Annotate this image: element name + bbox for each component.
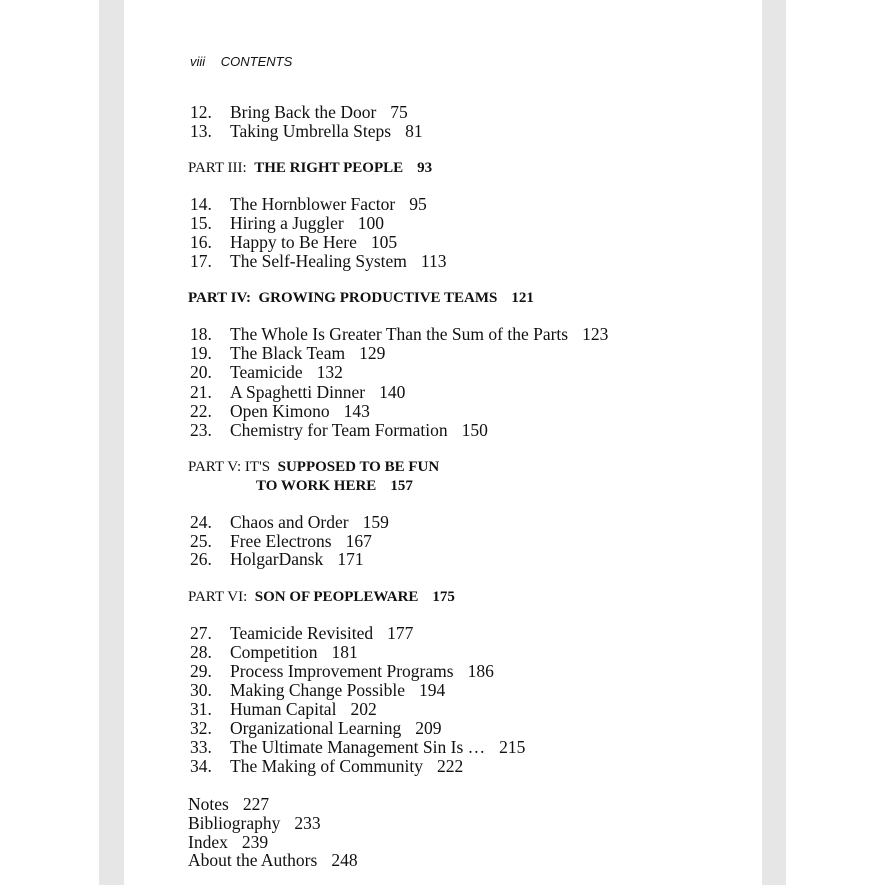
chapter-title: Free Electrons bbox=[230, 531, 332, 551]
back-matter-entry bbox=[188, 832, 268, 852]
chapter-page: 75 bbox=[390, 102, 408, 122]
chapter-title: Chaos and Order bbox=[230, 512, 349, 532]
chapter-page: 113 bbox=[420, 251, 447, 271]
back-matter-entry bbox=[188, 813, 321, 833]
chapter-number: 23. bbox=[190, 420, 212, 440]
chapter-number: 24. bbox=[190, 512, 212, 532]
back-matter-title: Index bbox=[188, 832, 228, 852]
toc-entry bbox=[190, 623, 413, 643]
part-heading-continued bbox=[256, 476, 413, 496]
chapter-page: 167 bbox=[345, 531, 372, 551]
toc-entry bbox=[190, 324, 608, 344]
part-title: SUPPOSED TO BE FUN bbox=[277, 459, 440, 475]
chapter-page: 186 bbox=[467, 661, 494, 681]
toc-entry bbox=[190, 213, 384, 233]
toc-entry bbox=[190, 194, 427, 214]
chapter-title: Process Improvement Programs bbox=[230, 661, 454, 681]
back-matter-page: 248 bbox=[331, 850, 358, 870]
toc-entry bbox=[190, 251, 447, 271]
back-matter-title: About the Authors bbox=[188, 850, 318, 870]
part-heading bbox=[188, 288, 534, 308]
chapter-page: 105 bbox=[370, 232, 398, 252]
chapter-page: 143 bbox=[343, 401, 370, 421]
toc-entry bbox=[190, 232, 397, 252]
chapter-title: Open Kimono bbox=[230, 401, 330, 421]
toc-entry bbox=[190, 531, 372, 551]
chapter-page: 177 bbox=[387, 623, 414, 643]
part-page: 157 bbox=[390, 478, 413, 494]
chapter-title: Taking Umbrella Steps bbox=[230, 121, 392, 141]
part-heading bbox=[188, 457, 439, 477]
chapter-page: 181 bbox=[331, 642, 358, 662]
toc-entry bbox=[190, 756, 463, 776]
toc-entry bbox=[190, 512, 389, 532]
chapter-title: The Ultimate Management Sin Is … bbox=[230, 737, 486, 757]
chapter-number: 20. bbox=[190, 362, 212, 382]
chapter-number: 18. bbox=[190, 324, 212, 344]
running-header bbox=[190, 54, 304, 69]
part-title: THE RIGHT PEOPLE bbox=[254, 160, 404, 176]
part-heading bbox=[188, 158, 432, 178]
chapter-page: 140 bbox=[379, 382, 406, 402]
chapter-number: 12. bbox=[190, 102, 212, 122]
chapter-page: 171 bbox=[337, 549, 364, 569]
chapter-title: Making Change Possible bbox=[230, 680, 405, 700]
chapter-number: 15. bbox=[190, 213, 212, 233]
back-matter-page: 239 bbox=[241, 832, 269, 852]
chapter-title: Chemistry for Team Formation bbox=[230, 420, 448, 440]
chapter-title: Hiring a Juggler bbox=[230, 213, 344, 233]
chapter-page: 129 bbox=[359, 343, 386, 363]
chapter-number: 19. bbox=[190, 343, 212, 363]
chapter-number: 32. bbox=[190, 718, 212, 738]
chapter-number: 14. bbox=[190, 194, 212, 214]
chapter-title: Happy to Be Here bbox=[230, 232, 357, 252]
chapter-title: Competition bbox=[230, 642, 318, 662]
chapter-page: 81 bbox=[405, 121, 423, 141]
toc-entry bbox=[190, 718, 441, 738]
chapter-page: 209 bbox=[415, 718, 442, 738]
chapter-page: 132 bbox=[316, 362, 343, 382]
part-title-line2: TO WORK HERE bbox=[256, 478, 377, 494]
header-title: CONTENTS bbox=[220, 54, 293, 69]
chapter-title: The Self-Healing System bbox=[230, 251, 407, 271]
chapter-number: 27. bbox=[190, 623, 212, 643]
chapter-title: The Black Team bbox=[230, 343, 346, 363]
chapter-page: 202 bbox=[350, 699, 377, 719]
back-matter-page: 227 bbox=[242, 794, 270, 814]
page-margin-right bbox=[762, 0, 786, 885]
toc-entry bbox=[190, 737, 525, 757]
chapter-number: 33. bbox=[190, 737, 212, 757]
chapter-page: 215 bbox=[499, 737, 526, 757]
chapter-page: 95 bbox=[409, 194, 427, 214]
chapter-number: 30. bbox=[190, 680, 212, 700]
toc-entry bbox=[190, 680, 445, 700]
chapter-page: 150 bbox=[461, 420, 488, 440]
chapter-number: 31. bbox=[190, 699, 212, 719]
chapter-number: 17. bbox=[190, 251, 212, 271]
part-label: PART V: IT'S bbox=[188, 459, 271, 475]
chapter-number: 29. bbox=[190, 661, 212, 681]
back-matter-entry bbox=[188, 794, 269, 814]
chapter-number: 13. bbox=[190, 121, 212, 141]
toc-entry bbox=[190, 642, 358, 662]
toc-entry bbox=[190, 549, 364, 569]
chapter-number: 21. bbox=[190, 382, 212, 402]
chapter-title: Organizational Learning bbox=[230, 718, 402, 738]
chapter-title: The Whole Is Greater Than the Sum of the Parts bbox=[230, 324, 569, 344]
chapter-number: 26. bbox=[190, 549, 212, 569]
toc-entry bbox=[190, 343, 385, 363]
chapter-page: 222 bbox=[436, 756, 464, 776]
toc-entry bbox=[190, 362, 343, 382]
chapter-page: 159 bbox=[362, 512, 389, 532]
chapter-number: 25. bbox=[190, 531, 212, 551]
part-label: PART VI: bbox=[188, 589, 248, 605]
toc-entry bbox=[190, 699, 377, 719]
chapter-page: 194 bbox=[419, 680, 446, 700]
chapter-number: 34. bbox=[190, 756, 212, 776]
back-matter-page: 233 bbox=[294, 813, 321, 833]
toc-entry bbox=[190, 401, 370, 421]
chapter-number: 16. bbox=[190, 232, 212, 252]
chapter-number: 28. bbox=[190, 642, 212, 662]
chapter-title: A Spaghetti Dinner bbox=[230, 382, 366, 402]
chapter-title: Bring Back the Door bbox=[230, 102, 377, 122]
chapter-page: 100 bbox=[357, 213, 384, 233]
back-matter-title: Notes bbox=[188, 794, 229, 814]
part-page: 175 bbox=[432, 589, 455, 605]
chapter-title: Teamicide Revisited bbox=[230, 623, 374, 643]
toc-entry bbox=[190, 420, 488, 440]
toc-entry bbox=[190, 121, 423, 141]
chapter-title: Teamicide bbox=[230, 362, 303, 382]
part-title: GROWING PRODUCTIVE TEAMS bbox=[258, 290, 498, 306]
part-page: 93 bbox=[417, 160, 433, 176]
toc-entry bbox=[190, 382, 405, 402]
part-heading bbox=[188, 587, 455, 607]
part-label: PART III: bbox=[188, 160, 247, 176]
chapter-title: The Making of Community bbox=[230, 756, 423, 776]
part-title: SON OF PEOPLEWARE bbox=[254, 589, 419, 605]
back-matter-entry bbox=[188, 850, 358, 870]
toc-entry bbox=[190, 102, 408, 122]
toc-entry bbox=[190, 661, 494, 681]
header-page-number: viii bbox=[190, 54, 206, 69]
page-margin-left bbox=[99, 0, 124, 885]
part-label: PART IV: bbox=[188, 290, 251, 306]
back-matter-title: Bibliography bbox=[188, 813, 281, 833]
chapter-title: HolgarDansk bbox=[230, 549, 324, 569]
part-page: 121 bbox=[511, 290, 534, 306]
chapter-number: 22. bbox=[190, 401, 212, 421]
chapter-title: The Hornblower Factor bbox=[230, 194, 396, 214]
chapter-page: 123 bbox=[582, 324, 609, 344]
chapter-title: Human Capital bbox=[230, 699, 337, 719]
